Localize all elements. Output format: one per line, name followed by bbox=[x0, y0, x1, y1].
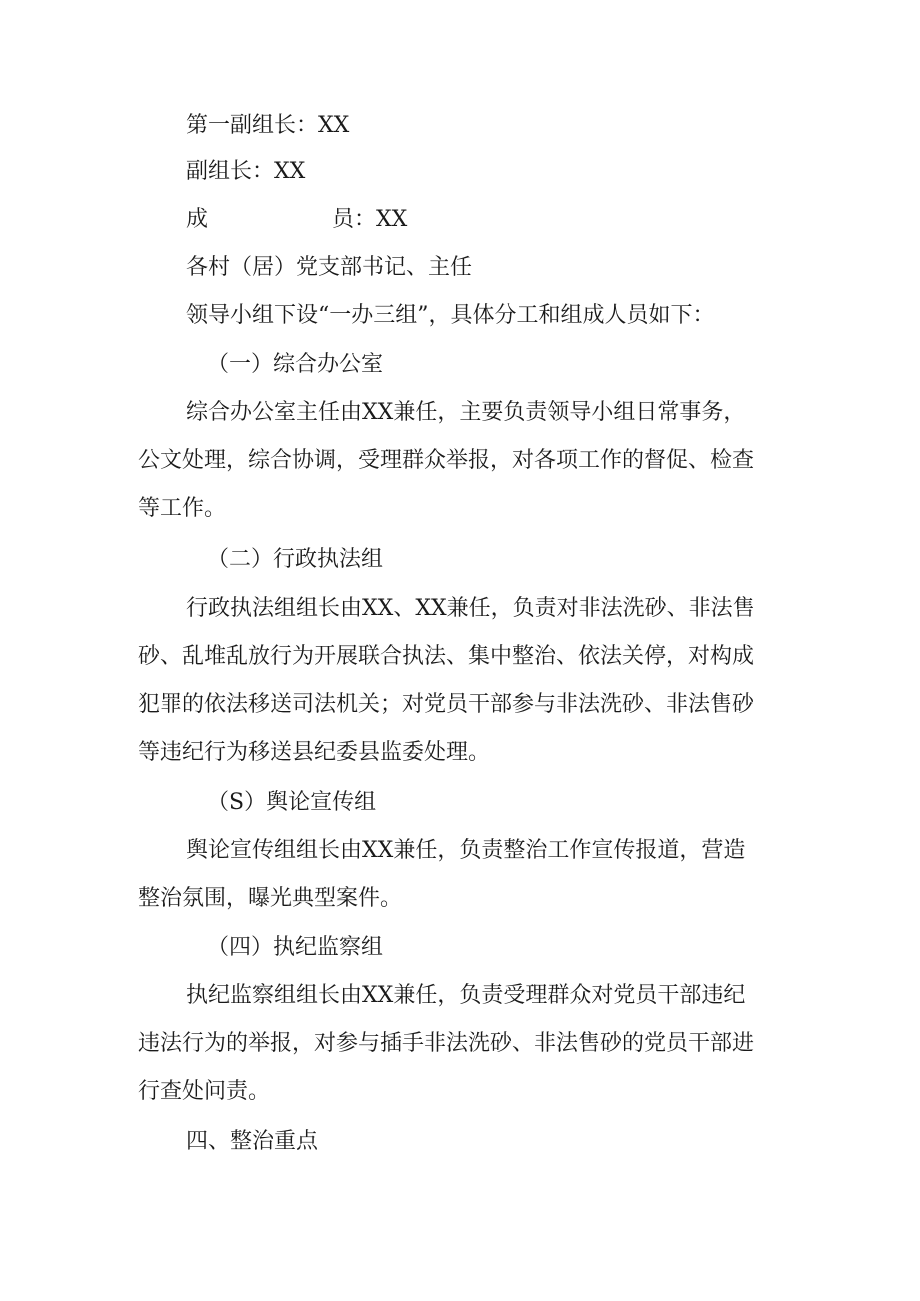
member-value: 员：XX bbox=[332, 207, 408, 232]
body-line: 行查处问责。 bbox=[138, 1079, 271, 1104]
section-heading: （S）舆论宣传组 bbox=[207, 790, 377, 815]
section-heading: （四）执纪监察组 bbox=[207, 935, 384, 960]
body-line: 等违纪行为移送县纪委县监委处理。 bbox=[138, 740, 491, 765]
body-line: 行政执法组组长由XX、XX兼任，负责对非法洗砂、非法售 bbox=[186, 596, 755, 621]
section-heading: （一）综合办公室 bbox=[207, 352, 384, 377]
body-line: 综合办公室主任由XX兼任，主要负责领导小组日常事务， bbox=[186, 400, 746, 425]
intro-paragraph: 领导小组下设“一办三组”，具体分工和组成人员如下： bbox=[186, 303, 715, 328]
next-section-heading: 四、整治重点 bbox=[186, 1129, 319, 1154]
body-line: 犯罪的依法移送司法机关；对党员干部参与非法洗砂、非法售砂 bbox=[138, 692, 755, 717]
body-line: 公文处理，综合协调，受理群众举报，对各项工作的督促、检查 bbox=[138, 448, 755, 473]
section-body bbox=[138, 398, 788, 542]
body-line: 舆论宣传组组长由XX兼任，负责整治工作宣传报道，营造 bbox=[186, 838, 746, 863]
body-line: 整治氛围，曝光典型案件。 bbox=[138, 886, 403, 911]
body-line: 违法行为的举报，对参与插手非法洗砂、非法售砂的党员干部进 bbox=[138, 1031, 755, 1056]
body-line: 砂、乱堆乱放行为开展联合执法、集中整治、依法关停，对构成 bbox=[138, 644, 755, 669]
section-heading: （二）行政执法组 bbox=[207, 547, 384, 572]
village-heads: 各村（居）党支部书记、主任 bbox=[186, 255, 473, 280]
section-body bbox=[138, 594, 788, 786]
section-body bbox=[138, 836, 788, 932]
first-deputy-leader: 第一副组长：XX bbox=[186, 113, 350, 138]
section-body bbox=[138, 981, 788, 1125]
body-line: 等工作。 bbox=[138, 496, 227, 521]
member-label: 成 bbox=[186, 207, 209, 232]
deputy-leader: 副组长：XX bbox=[186, 159, 306, 184]
body-line: 执纪监察组组长由XX兼任，负责受理群众对党员干部违纪 bbox=[186, 983, 746, 1008]
